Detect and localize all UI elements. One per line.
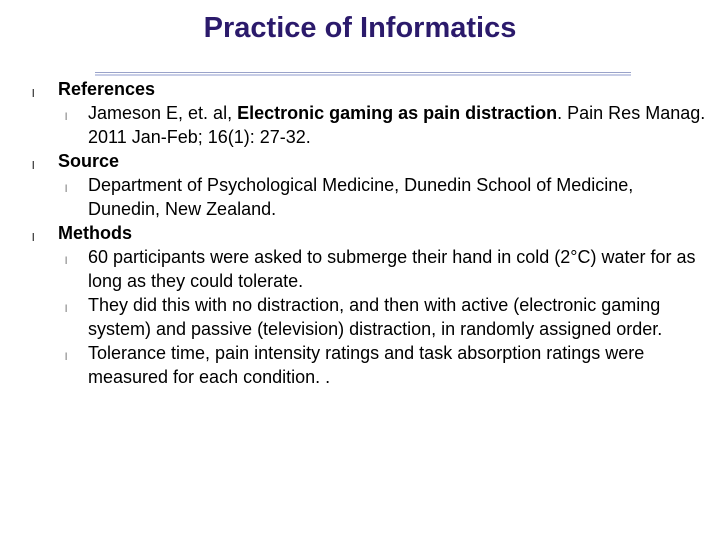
bullet-icon: l <box>32 232 35 244</box>
list-item-text: Department of Psychological Medicine, Dunedin School of Medicine, Dunedin, New Zealand. <box>88 175 634 219</box>
citation-authors: Jameson E, et. al, <box>88 103 238 123</box>
list-item <box>58 245 708 293</box>
citation-title: Electronic gaming as pain distraction <box>237 103 558 123</box>
bullet-icon: l <box>32 88 35 100</box>
list-item <box>58 101 708 149</box>
title-divider <box>95 72 631 76</box>
bullet-icon: l <box>65 112 68 123</box>
list-item-text: They did this with no distraction, and then with active (electronic gaming system) and passive (television) distraction, in randomly assigned order. <box>88 295 663 339</box>
bullet-icon: l <box>32 160 35 172</box>
list-item <box>58 293 708 341</box>
citation-journal: . Pain Res Manag. 2011 Jan-Feb; 16(1): 27-32. <box>88 103 706 147</box>
slide-content <box>0 77 720 389</box>
bullet-icon: l <box>65 352 68 363</box>
slide-title: Practice of Informatics <box>203 12 517 44</box>
list-item <box>58 173 708 221</box>
list-item-text: 60 participants were asked to submerge their hand in cold (2°C) water for as long as they could tolerate. <box>88 247 696 291</box>
list-item-text: Tolerance time, pain intensity ratings and task absorption ratings were measured for each condition. . <box>88 343 645 387</box>
section-heading: References <box>58 79 156 99</box>
list-item <box>58 341 708 389</box>
section-heading: Source <box>58 151 120 171</box>
bullet-icon: l <box>65 256 68 267</box>
bullet-icon: l <box>65 304 68 315</box>
section-heading: Methods <box>58 223 132 243</box>
section-source <box>0 149 720 221</box>
section-methods <box>0 221 720 389</box>
bullet-icon: l <box>65 184 68 195</box>
section-references <box>0 77 720 149</box>
